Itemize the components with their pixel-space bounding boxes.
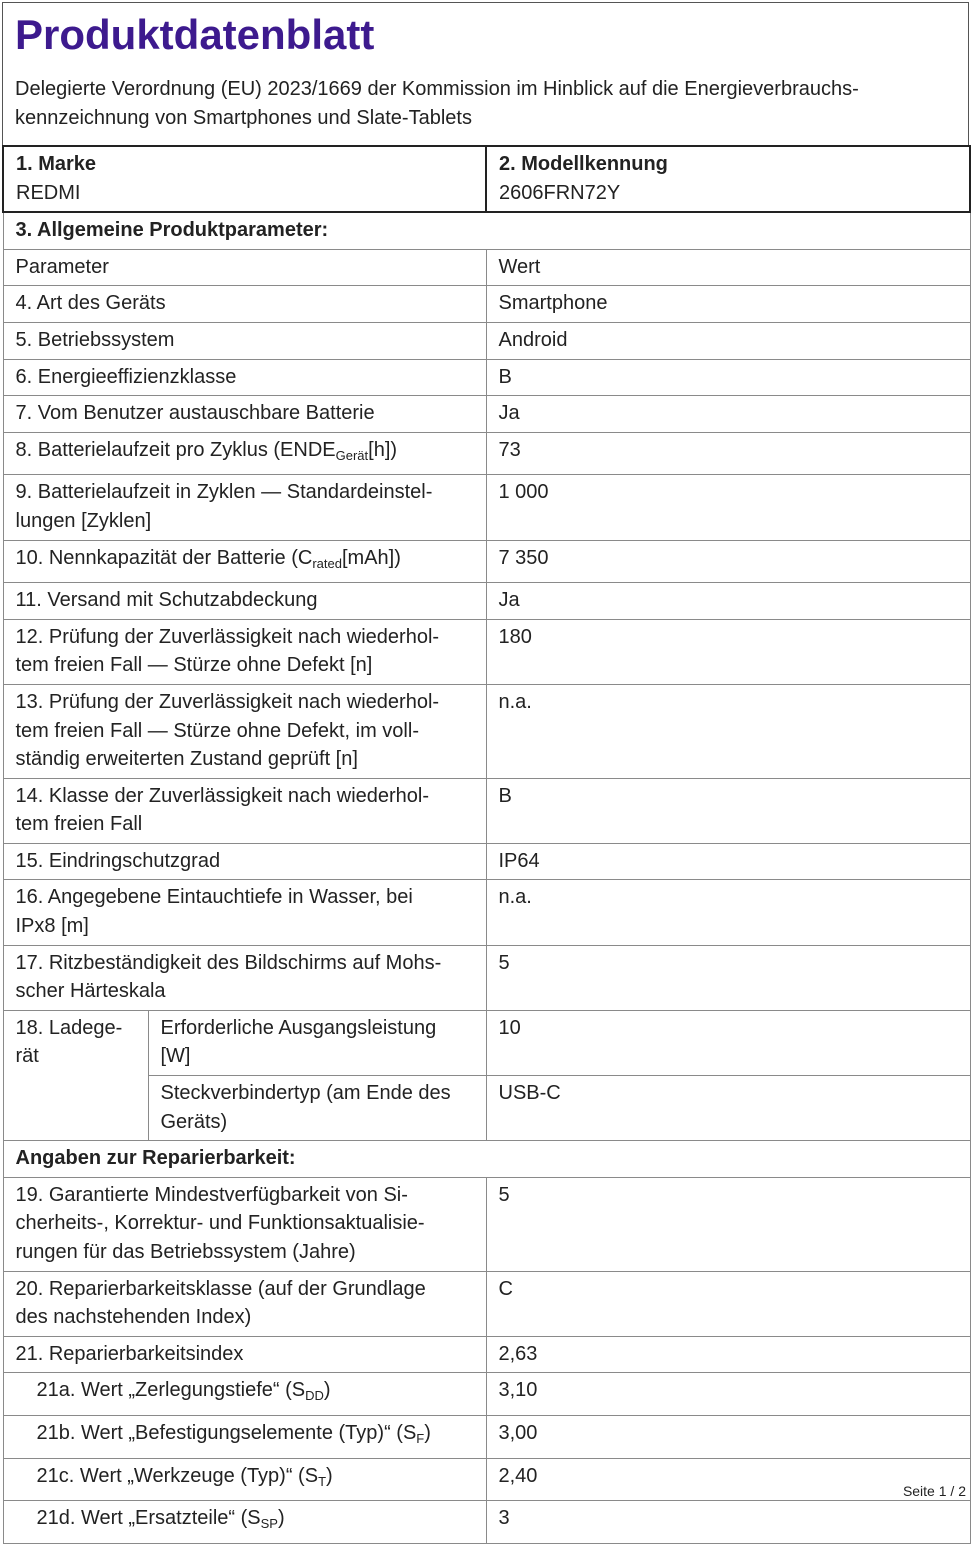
row-value: 1 000 (486, 475, 970, 540)
row-label (3, 1501, 486, 1544)
section-repair-row (3, 1141, 970, 1178)
page-label: Seite (902, 1483, 935, 1499)
row-label (3, 432, 486, 475)
label-subscript: T (318, 1473, 327, 1489)
label-line: ständig erweiterten Zustand geprüft [n] (15, 748, 358, 771)
section-general-row (3, 212, 970, 249)
row-label (3, 475, 486, 540)
model-value: 2606FRN72Y (499, 181, 621, 204)
charger-label (3, 1010, 148, 1140)
header-value: Wert (486, 249, 970, 286)
row-value: n.a. (486, 880, 970, 945)
label-subscript: rated (312, 555, 342, 571)
table-row (3, 583, 970, 620)
table-row (3, 1336, 970, 1373)
table-header-row (3, 249, 970, 286)
row-value: Android (486, 322, 970, 359)
label-line: 12. Prüfung der Zuverlässigkeit nach wiederhol- (15, 625, 440, 648)
row-label (3, 945, 486, 1010)
row-label (3, 1177, 486, 1271)
label-text-end: ) (323, 1379, 331, 1402)
label-text: 21d. Wert „Ersatzteile“ (S (36, 1507, 261, 1530)
row-label (3, 540, 486, 583)
label-text: 21a. Wert „Zerlegungstiefe“ (S (36, 1379, 306, 1402)
table-row (3, 843, 970, 880)
row-value: 3,00 (486, 1415, 970, 1458)
charger-power-label (148, 1010, 486, 1075)
label-line: Geräts) (160, 1110, 228, 1133)
label-line: tem freien Fall — Stürze ohne Defekt, im voll- (15, 719, 419, 742)
row-value: B (486, 359, 970, 396)
label-line: 14. Klasse der Zuverlässigkeit nach wiederhol- (15, 784, 430, 807)
label-text-end: [h]) (368, 438, 398, 461)
row-value: 3,10 (486, 1373, 970, 1416)
label-line: [W] (160, 1045, 191, 1068)
parameter-table (2, 145, 971, 1544)
table-row (3, 880, 970, 945)
row-label: 21. Reparierbarkeitsindex (3, 1336, 486, 1373)
label-line: 17. Ritzbeständigkeit des Bildschirms auf Mohs- (15, 951, 442, 974)
label-line: rungen für das Betriebssystem (Jahre) (15, 1241, 356, 1263)
label-line: 19. Garantierte Mindestverfügbarkeit von Si- (15, 1183, 408, 1206)
label-line: des nachstehenden Index) (15, 1306, 252, 1329)
charger-connector-value: USB-C (486, 1076, 970, 1141)
model-cell (486, 146, 970, 212)
table-row (3, 396, 970, 433)
label-subscript: F (416, 1430, 425, 1446)
label-line: 18. Ladege- (15, 1016, 123, 1039)
row-label (3, 619, 486, 684)
label-text: 8. Batterielaufzeit pro Zyklus (ENDE (15, 438, 336, 461)
subtitle-line-1: Delegierte Verordnung (EU) 2023/1669 der Kommission im Hinblick auf die Energieverbrauchs- (15, 78, 859, 100)
label-text: 21c. Wert „Werkzeuge (Typ)“ (S (36, 1464, 319, 1487)
page-num: 1 / 2 (938, 1483, 966, 1499)
row-label: 4. Art des Geräts (3, 286, 486, 323)
table-row (3, 1373, 970, 1416)
row-value: IP64 (486, 843, 970, 880)
table-row (3, 540, 970, 583)
row-value: C (486, 1271, 970, 1336)
label-text-end: ) (326, 1464, 333, 1487)
label-line: 9. Batterielaufzeit in Zyklen — Standardeinstel- (15, 481, 433, 504)
table-row (3, 1501, 970, 1544)
row-value: 2,63 (486, 1336, 970, 1373)
row-value: 5 (486, 945, 970, 1010)
row-label (3, 1271, 486, 1336)
charger-connector-row (3, 1076, 970, 1141)
brand-cell (3, 146, 486, 212)
table-row (3, 684, 970, 778)
label-line: tem freien Fall — Stürze ohne Defekt [n] (15, 654, 373, 677)
table-row (3, 322, 970, 359)
row-label (3, 880, 486, 945)
product-data-sheet (2, 2, 969, 1544)
header-parameter: Parameter (3, 249, 486, 286)
row-label (3, 684, 486, 778)
brand-model-row (3, 146, 970, 212)
subtitle-line-2: kennzeichnung von Smartphones und Slate-Tablets (15, 107, 472, 129)
label-line: IPx8 [m] (15, 915, 89, 938)
row-value: 7 350 (486, 540, 970, 583)
label-text: 10. Nennkapazität der Batterie (C (15, 546, 313, 569)
label-text-end: ) (424, 1421, 431, 1444)
label-text-end: ) (277, 1507, 285, 1530)
section-repair-title: Angaben zur Reparierbarkeit: (3, 1141, 970, 1178)
label-subscript: DD (305, 1388, 324, 1404)
regulation-subtitle (15, 75, 956, 133)
label-line: lungen [Zyklen] (15, 509, 152, 532)
table-row (3, 1458, 970, 1501)
row-value: 180 (486, 619, 970, 684)
row-value: 3 (486, 1501, 970, 1544)
charger-power-value: 10 (486, 1010, 970, 1075)
row-label (3, 1373, 486, 1416)
brand-label: 1. Marke (16, 153, 97, 175)
table-row (3, 778, 970, 843)
label-line: cherheits-, Korrektur- und Funktionsaktualisie- (15, 1212, 425, 1235)
table-row (3, 619, 970, 684)
row-label: 6. Energieeffizienzklasse (3, 359, 486, 396)
label-text: 21b. Wert „Befestigungselemente (Typ)“ (S (36, 1421, 417, 1444)
row-value: Smartphone (486, 286, 970, 323)
row-value: 73 (486, 432, 970, 475)
row-label: 11. Versand mit Schutzabdeckung (3, 583, 486, 620)
table-row (3, 945, 970, 1010)
row-label: 15. Eindringschutzgrad (3, 843, 486, 880)
label-line: Erforderliche Ausgangsleistung (160, 1016, 437, 1039)
row-value: Ja (486, 583, 970, 620)
table-row (3, 359, 970, 396)
label-line: rät (15, 1045, 39, 1068)
charger-connector-label (148, 1076, 486, 1141)
row-value: 5 (486, 1177, 970, 1271)
row-value: n.a. (486, 684, 970, 778)
row-value: B (486, 778, 970, 843)
label-line: scher Härteskala (15, 980, 166, 1003)
table-row (3, 432, 970, 475)
row-label (3, 1415, 486, 1458)
label-subscript: Gerät (335, 447, 369, 463)
table-row (3, 286, 970, 323)
table-row (3, 1271, 970, 1336)
model-label: 2. Modellkennung (499, 153, 668, 175)
row-value: Ja (486, 396, 970, 433)
row-label: 5. Betriebssystem (3, 322, 486, 359)
table-row (3, 1415, 970, 1458)
section-general-title: 3. Allgemeine Produktparameter: (3, 212, 970, 249)
table-row (3, 1177, 970, 1271)
table-row (3, 475, 970, 540)
label-line: tem freien Fall (15, 813, 143, 836)
label-text-end: [mAh]) (341, 546, 401, 569)
brand-value: REDMI (16, 181, 81, 204)
label-line: 13. Prüfung der Zuverlässigkeit nach wiederhol- (15, 690, 440, 713)
row-label (3, 1458, 486, 1501)
document-header (2, 2, 969, 145)
page-title: Produktdatenblatt (15, 11, 375, 58)
label-line: 20. Reparierbarkeitsklasse (auf der Grundlage (15, 1277, 426, 1300)
row-label (3, 778, 486, 843)
label-line: Steckverbindertyp (am Ende des (160, 1082, 451, 1105)
row-label: 7. Vom Benutzer austauschbare Batterie (3, 396, 486, 433)
label-line: 16. Angegebene Eintauchtiefe in Wasser, bei (15, 886, 413, 909)
label-subscript: SP (260, 1516, 278, 1532)
charger-power-row (3, 1010, 970, 1075)
page-number (903, 1483, 966, 1499)
row-value: 2,40 (486, 1458, 970, 1501)
